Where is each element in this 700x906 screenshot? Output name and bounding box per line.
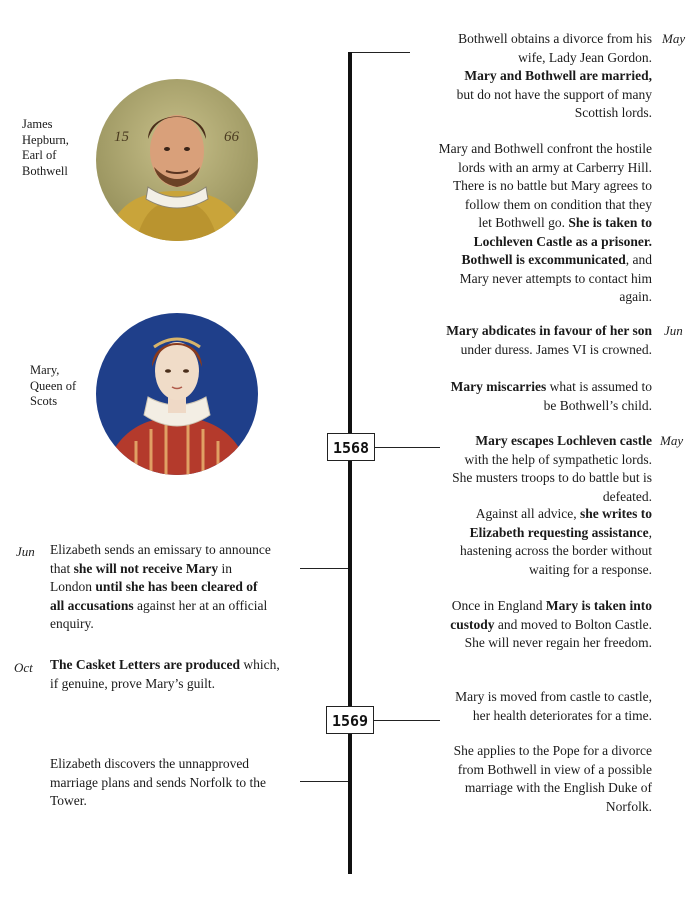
year-marker-1568: 1568 bbox=[327, 433, 375, 461]
month-label: Oct bbox=[14, 660, 33, 675]
portrait-caption-bothwell: James Hepburn, Earl of Bothwell bbox=[22, 117, 69, 178]
event-writes-elizabeth: Against all advice, she writes to Elizabeth requesting assistance, hastening across the border without waiting for a response. bbox=[460, 506, 652, 577]
event-abdication: Mary abdicates in favour of her son under duress. James VI is crowned. bbox=[446, 323, 652, 357]
event-divorce-request: She applies to the Pope for a divorce from Bothwell in view of a possible marriage with the English Duke of Norfolk. bbox=[453, 743, 652, 814]
event-carberry-hill: Mary and Bothwell confront the hostile lords with an army at Carberry Hill. There is no battle but Mary agrees to follow them on condition that they let Bothwell go. She is taken to Lochleven Castle as a prisoner. Bothwell is excommunicated, and Mary never attempts to contact him again. bbox=[438, 141, 652, 304]
month-label: Jun bbox=[664, 323, 683, 338]
connector-line bbox=[300, 781, 348, 782]
event-moved-castles: Mary is moved from castle to castle, her health deteriorates for a time. bbox=[455, 689, 652, 723]
portrait-caption-mary: Mary, Queen of Scots bbox=[30, 363, 77, 408]
event-custody: Once in England Mary is taken into custody and moved to Bolton Castle. She will never regain her freedom. bbox=[450, 598, 652, 650]
mary-painting-icon bbox=[96, 313, 258, 475]
event-miscarriage: Mary miscarries what is assumed to be Bothwell’s child. bbox=[450, 379, 652, 413]
event-norfolk-tower: Elizabeth discovers the unnapproved marriage plans and sends Norfolk to the Tower. bbox=[50, 756, 266, 808]
svg-text:15: 15 bbox=[114, 129, 129, 145]
portrait-mary bbox=[96, 313, 258, 475]
svg-text:66: 66 bbox=[224, 129, 239, 145]
month-label: May bbox=[660, 433, 684, 448]
month-label: May bbox=[662, 31, 686, 46]
year-marker-1569: 1569 bbox=[326, 706, 374, 734]
event-escape: Mary escapes Lochleven castle with the help of sympathetic lords. She musters troops to do battle but is defeated. bbox=[452, 433, 652, 504]
connector-line bbox=[300, 568, 348, 569]
event-casket-letters: The Casket Letters are produced which, if genuine, prove Mary’s guilt. bbox=[50, 657, 280, 691]
event-divorce-marriage: Bothwell obtains a divorce from his wife, Lady Jean Gordon. Mary and Bothwell are married, but do not have the support of many Scottish lords. bbox=[456, 31, 652, 120]
event-elizabeth-emissary: Elizabeth sends an emissary to announce that she will not receive Mary in London until she has been cleared of all accusations against her at an official enquiry. bbox=[50, 542, 271, 631]
portrait-bothwell bbox=[96, 79, 258, 241]
month-label: Jun bbox=[16, 544, 35, 559]
bothwell-painting-icon bbox=[96, 79, 258, 241]
timeline-spine bbox=[348, 52, 352, 874]
